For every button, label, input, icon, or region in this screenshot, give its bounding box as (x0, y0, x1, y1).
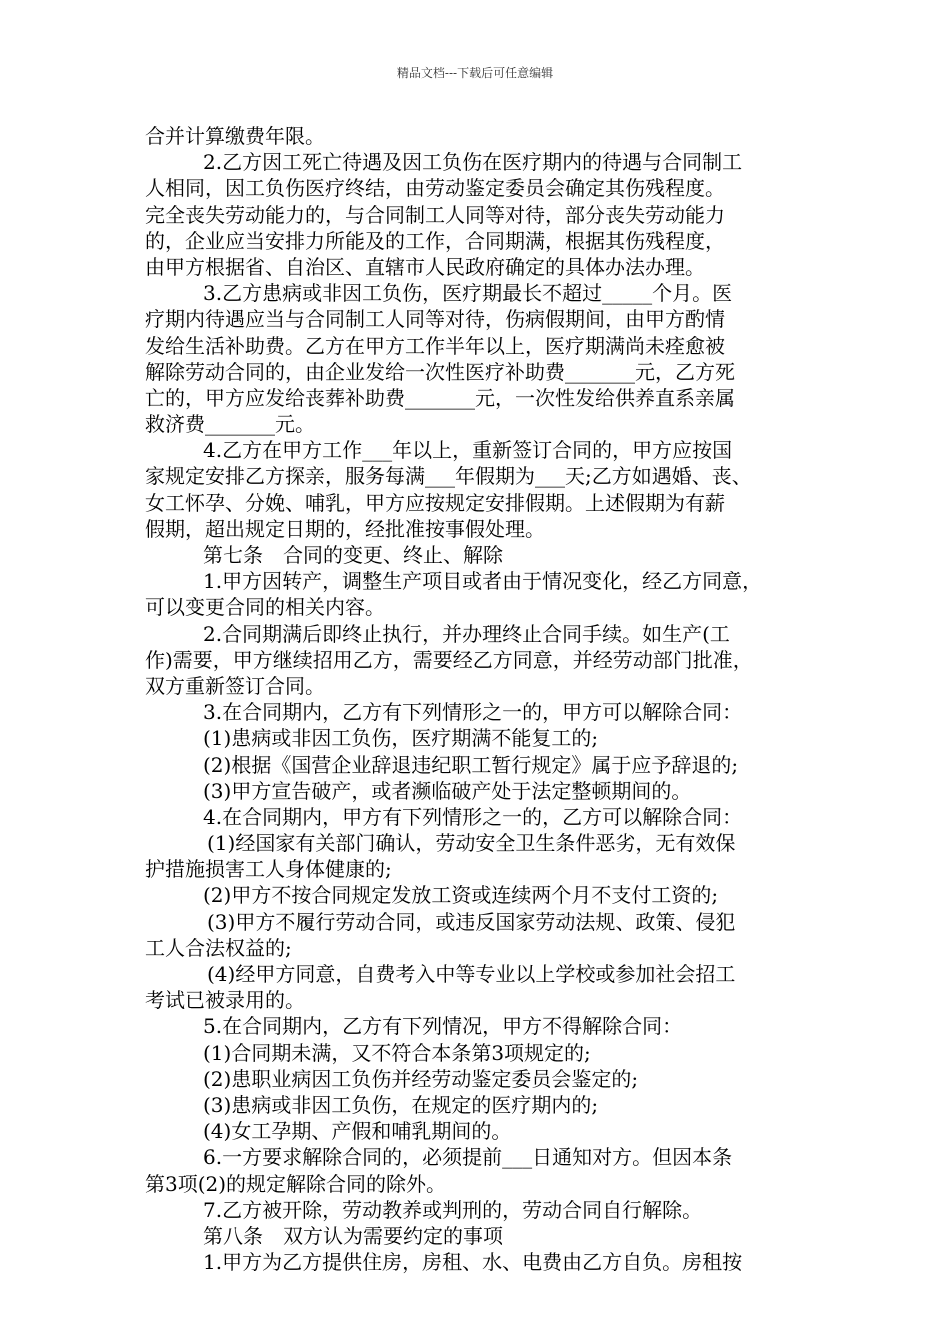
text-line: (2)患职业病因工负伤并经劳动鉴定委员会鉴定的; (203, 1066, 639, 1091)
text-line: (2)甲方不按合同规定发放工资或连续两个月不支付工资的; (203, 883, 719, 908)
text-line: 完全丧失劳动能力的，与合同制工人同等对待，部分丧失劳动能力 (145, 202, 725, 227)
text-line: 3.在合同期内，乙方有下列情形之一的，甲方可以解除合同： (203, 700, 743, 725)
text-line: (1)患病或非因工负伤，医疗期满不能复工的; (203, 726, 599, 751)
text-line: 的，企业应当安排力所能及的工作，合同期满，根据其伤残程度， (145, 228, 725, 253)
text-line: 4.在合同期内，甲方有下列情形之一的，乙方可以解除合同： (203, 804, 743, 829)
text-line: 考试已被录用的。 (145, 988, 305, 1013)
text-line: 工人合法权益的; (145, 935, 292, 960)
text-line: 救济费_______元。 (145, 412, 315, 437)
text-line: 疗期内待遇应当与合同制工人同等对待，伤病假期间，由甲方酌情 (145, 307, 725, 332)
text-line: 3.乙方患病或非因工负伤，医疗期最长不超过_____个月。医 (203, 281, 733, 306)
text-line: 6.一方要求解除合同的，必须提前___日通知对方。但因本条 (203, 1145, 733, 1170)
text-line: 合并计算缴费年限。 (145, 124, 325, 148)
text-line: (1)经国家有关部门确认，劳动安全卫生条件恶劣，无有效保 (207, 831, 736, 856)
text-line: 第3项(2)的规定解除合同的除外。 (145, 1171, 447, 1196)
text-line: 4.乙方在甲方工作___年以上，重新签订合同的，甲方应按国 (203, 438, 733, 463)
text-line: 5.在合同期内，乙方有下列情况，甲方不得解除合同： (203, 1014, 683, 1039)
text-line: 7.乙方被开除，劳动教养或判刑的，劳动合同自行解除。 (203, 1197, 703, 1222)
text-line: (4)女工孕期、产假和哺乳期间的。 (203, 1119, 512, 1144)
text-line: (3)甲方不履行劳动合同，或违反国家劳动法规、政策、侵犯 (207, 909, 736, 934)
text-line: 双方重新签订合同。 (145, 673, 325, 698)
text-line: 第七条 合同的变更、终止、解除 (203, 543, 503, 567)
text-line: 人相同，因工负伤医疗终结，由劳动鉴定委员会确定其伤残程度。 (145, 176, 725, 201)
text-line: (3)甲方宣告破产，或者濒临破产处于法定整顿期间的。 (203, 778, 692, 803)
text-line: 护措施损害工人身体健康的; (145, 857, 392, 882)
text-line: (4)经甲方同意，自费考入中等专业以上学校或参加社会招工 (207, 962, 736, 986)
text-line: 第八条 双方认为需要约定的事项 (203, 1223, 503, 1248)
text-line: (3)患病或非因工负伤，在规定的医疗期内的; (203, 1092, 599, 1117)
document-body (145, 123, 835, 1275)
text-line: 解除劳动合同的，由企业发给一次性医疗补助费_______元，乙方死 (145, 359, 735, 384)
text-line: (1)合同期未满，又不符合本条第3项规定的; (203, 1040, 591, 1065)
text-line: 发给生活补助费。乙方在甲方工作半年以上，医疗期满尚未痊愈被 (145, 333, 725, 358)
text-line: 作)需要，甲方继续招用乙方，需要经乙方同意，并经劳动部门批准， (145, 647, 753, 672)
text-line: 女工怀孕、分娩、哺乳，甲方应按规定安排假期。上述假期为有薪 (145, 490, 725, 515)
text-line: 由甲方根据省、自治区、直辖市人民政府确定的具体办法办理。 (145, 254, 705, 279)
text-line: 亡的，甲方应发给丧葬补助费_______元，一次性发给供养直系亲属 (145, 385, 735, 410)
text-line: 1.甲方因转产，调整生产项目或者由于情况变化，经乙方同意， (203, 569, 763, 594)
text-line: (2)根据《国营企业辞退违纪职工暂行规定》属于应予辞退的; (203, 752, 739, 777)
text-line: 1.甲方为乙方提供住房，房租、水、电费由乙方自负。房租按 (203, 1250, 743, 1275)
text-line: 可以变更合同的相关内容。 (145, 595, 385, 620)
text-line: 假期，超出规定日期的，经批准按事假处理。 (145, 516, 545, 541)
text-line: 2.乙方因工死亡待遇及因工负伤在医疗期内的待遇与合同制工 (203, 150, 743, 175)
page-header: 精品文档---下载后可任意编辑 (396, 66, 554, 80)
text-line: 2.合同期满后即终止执行，并办理终止合同手续。如生产(工 (203, 621, 730, 646)
text-line: 家规定安排乙方探亲，服务每满___年假期为___天;乙方如遇婚、丧、 (145, 464, 752, 489)
